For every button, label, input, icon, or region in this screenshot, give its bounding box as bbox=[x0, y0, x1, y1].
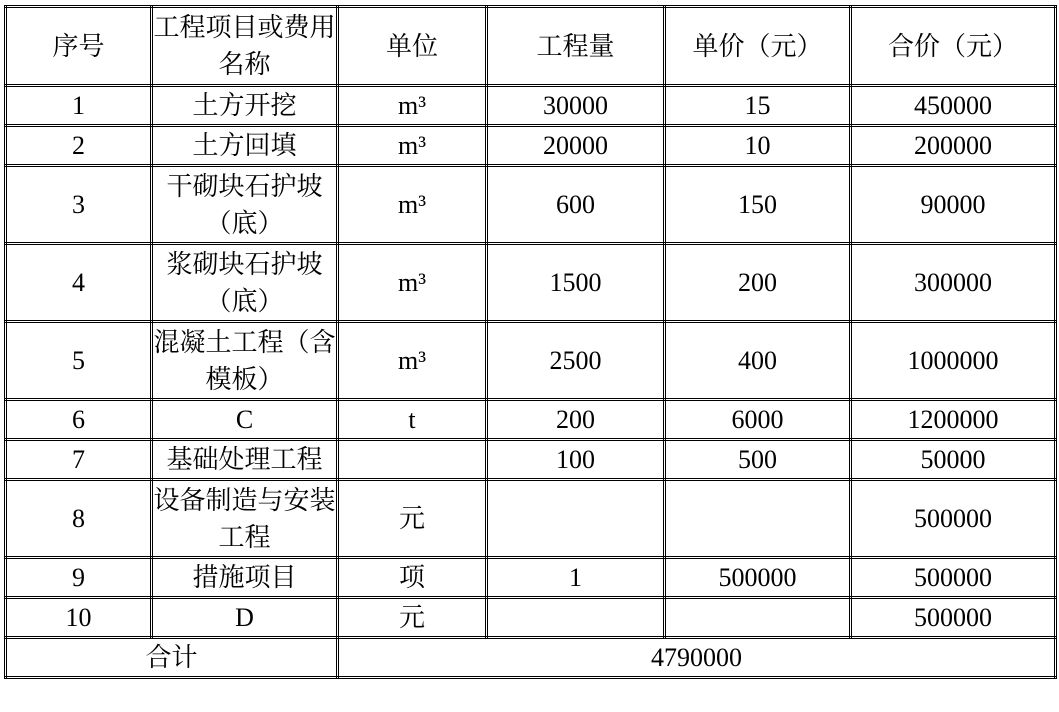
cost-table bbox=[4, 5, 1057, 679]
cell-index: 9 bbox=[6, 558, 152, 598]
table-row bbox=[6, 440, 1056, 480]
table-row bbox=[6, 322, 1056, 400]
cell-unit-price bbox=[665, 480, 851, 558]
cell-unit-price: 400 bbox=[665, 322, 851, 400]
cell-unit: m³ bbox=[338, 322, 487, 400]
table-row bbox=[6, 244, 1056, 322]
cell-unit: t bbox=[338, 400, 487, 440]
cell-name: 浆砌块石护坡（底） bbox=[152, 244, 338, 322]
cell-index: 6 bbox=[6, 400, 152, 440]
cell-unit-price: 200 bbox=[665, 244, 851, 322]
cell-unit-price: 15 bbox=[665, 86, 851, 126]
cell-total-price: 450000 bbox=[851, 86, 1056, 126]
table-row bbox=[6, 400, 1056, 440]
table-row bbox=[6, 480, 1056, 558]
table-row bbox=[6, 166, 1056, 244]
cell-unit: m³ bbox=[338, 126, 487, 166]
cell-total-price: 200000 bbox=[851, 126, 1056, 166]
cell-quantity: 1500 bbox=[487, 244, 665, 322]
total-row bbox=[6, 638, 1056, 678]
cell-unit-price bbox=[665, 598, 851, 638]
header-cell-index: 序号 bbox=[6, 7, 152, 86]
table-row bbox=[6, 558, 1056, 598]
header-cell-total-price: 合价（元） bbox=[851, 7, 1056, 86]
cell-name: 措施项目 bbox=[152, 558, 338, 598]
cell-quantity bbox=[487, 480, 665, 558]
table-row bbox=[6, 598, 1056, 638]
cell-total-price: 300000 bbox=[851, 244, 1056, 322]
cell-name: 干砌块石护坡（底） bbox=[152, 166, 338, 244]
cell-name: 混凝土工程（含模板） bbox=[152, 322, 338, 400]
cell-unit: 项 bbox=[338, 558, 487, 598]
cell-quantity: 600 bbox=[487, 166, 665, 244]
table-row bbox=[6, 86, 1056, 126]
cell-total-price: 1200000 bbox=[851, 400, 1056, 440]
cell-index: 10 bbox=[6, 598, 152, 638]
cell-index: 8 bbox=[6, 480, 152, 558]
cell-unit: 元 bbox=[338, 598, 487, 638]
cell-unit-price: 10 bbox=[665, 126, 851, 166]
cell-quantity: 100 bbox=[487, 440, 665, 480]
cell-name: C bbox=[152, 400, 338, 440]
cell-index: 5 bbox=[6, 322, 152, 400]
cell-unit: m³ bbox=[338, 166, 487, 244]
cell-total-price: 500000 bbox=[851, 480, 1056, 558]
cell-quantity bbox=[487, 598, 665, 638]
cell-name: 设备制造与安装工程 bbox=[152, 480, 338, 558]
cell-total-price: 500000 bbox=[851, 558, 1056, 598]
cell-quantity: 200 bbox=[487, 400, 665, 440]
cell-unit: m³ bbox=[338, 86, 487, 126]
cell-name: D bbox=[152, 598, 338, 638]
header-cell-unit-price: 单价（元） bbox=[665, 7, 851, 86]
cell-total-price: 1000000 bbox=[851, 322, 1056, 400]
header-row bbox=[6, 7, 1056, 86]
cell-quantity: 30000 bbox=[487, 86, 665, 126]
header-cell-quantity: 工程量 bbox=[487, 7, 665, 86]
cell-index: 7 bbox=[6, 440, 152, 480]
cell-unit: m³ bbox=[338, 244, 487, 322]
cell-total-price: 50000 bbox=[851, 440, 1056, 480]
cell-name: 土方回填 bbox=[152, 126, 338, 166]
cell-index: 4 bbox=[6, 244, 152, 322]
cell-unit bbox=[338, 440, 487, 480]
cell-quantity: 20000 bbox=[487, 126, 665, 166]
cell-total-price: 500000 bbox=[851, 598, 1056, 638]
header-cell-name: 工程项目或费用名称 bbox=[152, 7, 338, 86]
table-row bbox=[6, 126, 1056, 166]
cell-name: 土方开挖 bbox=[152, 86, 338, 126]
cell-unit-price: 150 bbox=[665, 166, 851, 244]
total-value: 4790000 bbox=[338, 638, 1056, 678]
cell-unit-price: 500000 bbox=[665, 558, 851, 598]
cell-index: 3 bbox=[6, 166, 152, 244]
cell-index: 1 bbox=[6, 86, 152, 126]
header-cell-unit: 单位 bbox=[338, 7, 487, 86]
cell-name: 基础处理工程 bbox=[152, 440, 338, 480]
cell-unit-price: 6000 bbox=[665, 400, 851, 440]
total-label: 合计 bbox=[6, 638, 338, 678]
cell-total-price: 90000 bbox=[851, 166, 1056, 244]
cell-quantity: 2500 bbox=[487, 322, 665, 400]
cell-unit-price: 500 bbox=[665, 440, 851, 480]
cell-quantity: 1 bbox=[487, 558, 665, 598]
cell-index: 2 bbox=[6, 126, 152, 166]
cell-unit: 元 bbox=[338, 480, 487, 558]
